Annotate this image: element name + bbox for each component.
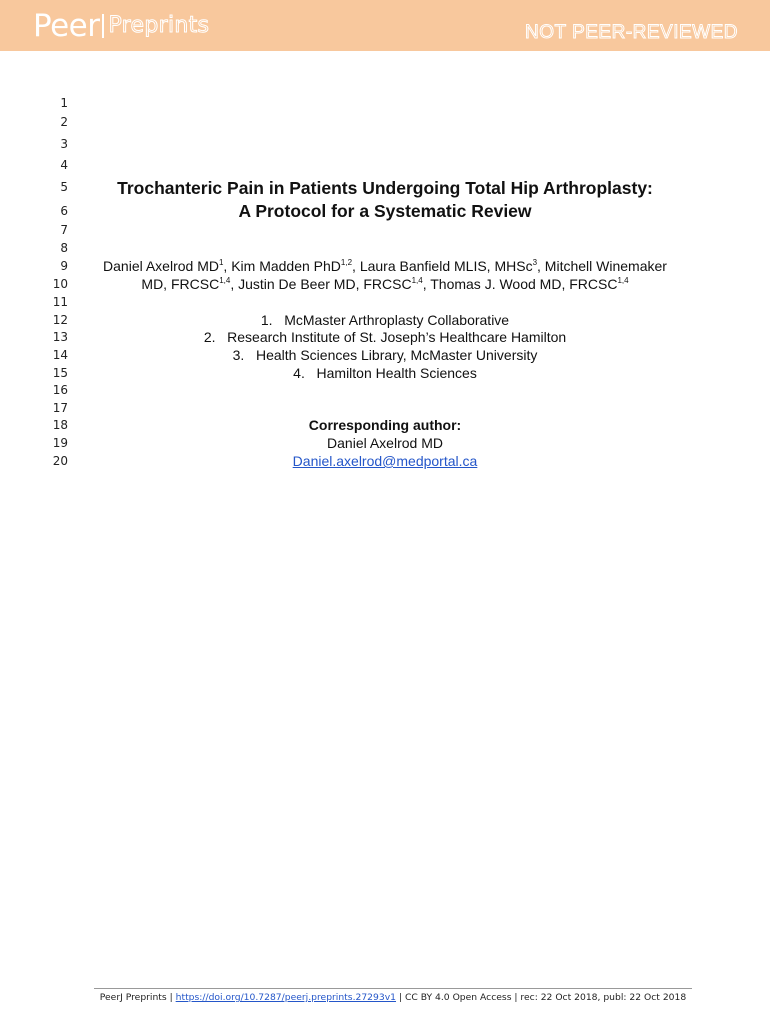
corresponding-author-email-link[interactable]: Daniel.axelrod@medportal.ca xyxy=(292,453,478,469)
corresponding-author-label: Corresponding author: xyxy=(308,417,462,433)
logo-preprints-text: Preprints xyxy=(108,13,210,38)
line-number: 5 xyxy=(60,180,68,194)
footer-divider xyxy=(94,988,692,989)
line-number: 8 xyxy=(60,241,68,255)
line-number: 6 xyxy=(60,204,68,218)
footer-license-dates: | CC BY 4.0 Open Access | rec: 22 Oct 2018, publ: 22 Oct 2018 xyxy=(396,992,687,1003)
line-number: 4 xyxy=(60,158,68,172)
paper-title-line-1: Trochanteric Pain in Patients Undergoing Total Hip Arthroplasty: xyxy=(117,178,653,198)
affiliation-item: 2. Research Institute of St. Joseph’s Healthcare Hamilton xyxy=(203,329,567,345)
author-text: , Laura Banfield MLIS, MHSc xyxy=(352,258,533,274)
line-number: 7 xyxy=(60,223,68,237)
logo-peer-text: Peer xyxy=(33,8,100,44)
line-number: 17 xyxy=(52,401,68,415)
line-number: 11 xyxy=(52,295,68,309)
line-number: 14 xyxy=(52,348,68,362)
line-number: 12 xyxy=(52,313,68,327)
corresponding-author-name: Daniel Axelrod MD xyxy=(327,435,443,451)
footer-prefix: PeerJ Preprints | xyxy=(99,992,176,1003)
paper-title-line-2: A Protocol for a Systematic Review xyxy=(238,201,532,221)
author-line-2 xyxy=(90,275,680,293)
affiliation-item: 4. Hamilton Health Sciences xyxy=(293,365,477,381)
line-number: 20 xyxy=(52,454,68,468)
line-number: 10 xyxy=(52,277,68,291)
affiliation-marker: 3 xyxy=(532,258,538,267)
affiliation-marker: 1,4 xyxy=(617,276,629,285)
author-text: , Mitchell Winemaker xyxy=(537,258,667,274)
affiliation-marker: 1 xyxy=(218,258,224,267)
affiliation-marker: 1,4 xyxy=(219,276,231,285)
corresponding-email-row xyxy=(90,452,680,470)
line-number: 19 xyxy=(52,436,68,450)
line-number: 13 xyxy=(52,330,68,344)
line-number: 3 xyxy=(60,137,68,151)
author-text: MD, FRCSC xyxy=(141,276,220,292)
line-number: 2 xyxy=(60,115,68,129)
preprint-banner xyxy=(0,0,770,51)
author-text: , Thomas J. Wood MD, FRCSC xyxy=(422,276,618,292)
author-line-1 xyxy=(90,257,680,275)
author-text: , Justin De Beer MD, FRCSC xyxy=(230,276,412,292)
author-text: Daniel Axelrod MD xyxy=(103,258,219,274)
peerj-preprints-logo xyxy=(33,9,209,43)
doi-link[interactable]: https://doi.org/10.7287/peerj.preprints.27293v1 xyxy=(175,992,397,1003)
preprint-footer xyxy=(94,992,692,1003)
peer-review-status: NOT PEER-REVIEWED xyxy=(525,22,738,43)
line-number: 16 xyxy=(52,383,68,397)
affiliation-marker: 1,4 xyxy=(411,276,423,285)
line-number: 15 xyxy=(52,366,68,380)
line-number: 18 xyxy=(52,418,68,432)
affiliation-item: 1. McMaster Arthroplasty Collaborative xyxy=(260,312,510,328)
author-text: , Kim Madden PhD xyxy=(223,258,341,274)
affiliation-marker: 1,2 xyxy=(340,258,353,267)
line-number: 9 xyxy=(60,259,68,273)
logo-divider xyxy=(102,14,104,38)
line-number: 1 xyxy=(60,96,68,110)
affiliation-item: 3. Health Sciences Library, McMaster University xyxy=(232,347,538,363)
